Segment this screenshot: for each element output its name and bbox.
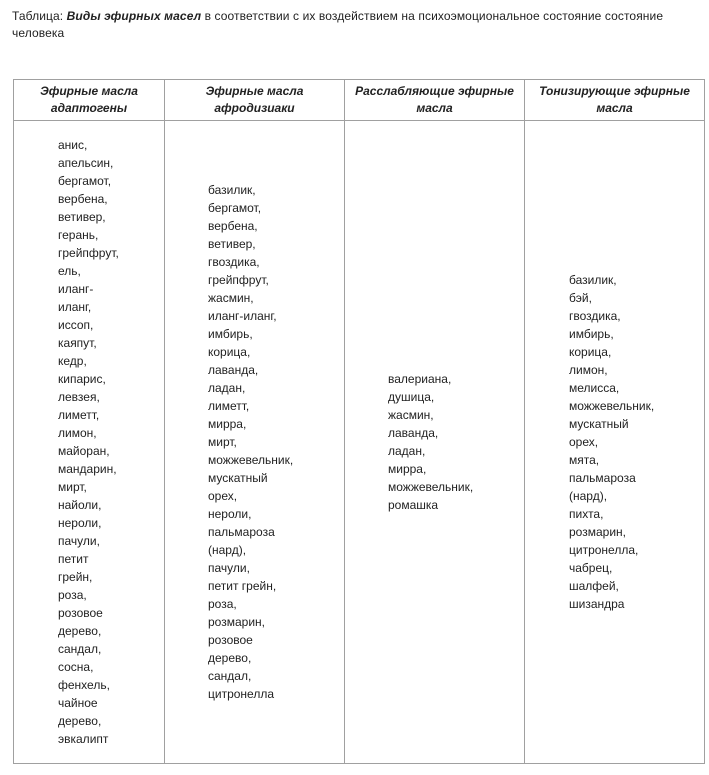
- oil-list-item: ель,: [58, 264, 81, 278]
- oil-list-item: розовое: [58, 606, 103, 620]
- oil-list-item: (нард),: [569, 489, 608, 503]
- oil-list-item: розмарин,: [569, 525, 626, 539]
- oil-list-item: имбирь,: [569, 327, 614, 341]
- oil-list-item: мирт,: [58, 480, 87, 494]
- header-tonic: Тонизирующие эфирные масла: [525, 80, 705, 121]
- oil-list-item: найоли,: [58, 498, 102, 512]
- oil-list: [525, 271, 704, 613]
- oil-list-item: чайное: [58, 696, 98, 710]
- oil-list-item: иланг-иланг,: [208, 309, 277, 323]
- oil-list-item: корица,: [569, 345, 612, 359]
- oil-list-item: можжевельник,: [208, 453, 294, 467]
- oil-list-item: корица,: [208, 345, 251, 359]
- essential-oils-table: [13, 79, 705, 764]
- table-row: [14, 121, 705, 764]
- oil-list-item: шалфей,: [569, 579, 619, 593]
- oil-list-item: грейн,: [58, 570, 93, 584]
- oil-list-item: розмарин,: [208, 615, 265, 629]
- header-aphrodisiacs: Эфирные масла афродизиаки: [165, 80, 345, 121]
- oil-list-item: грейпфрут,: [208, 273, 269, 287]
- oil-list-item: эвкалипт: [58, 732, 109, 746]
- oil-list-item: ладан,: [208, 381, 246, 395]
- oil-list-item: вербена,: [58, 192, 108, 206]
- oil-list: [14, 136, 164, 748]
- oil-list-item: жасмин,: [388, 408, 434, 422]
- oil-list-item: иссоп,: [58, 318, 94, 332]
- cell-adaptogens: [14, 121, 165, 764]
- oil-list-item: анис,: [58, 138, 88, 152]
- table-caption: [12, 8, 702, 42]
- oil-list-item: дерево,: [58, 714, 102, 728]
- oil-list-item: валериана,: [388, 372, 452, 386]
- oil-list-item: душица,: [388, 390, 435, 404]
- cell-aphrodisiacs: [165, 121, 345, 764]
- oil-list: [165, 181, 344, 703]
- oil-list-item: роза,: [58, 588, 87, 602]
- oil-list-item: пачули,: [208, 561, 250, 575]
- oil-list-item: жасмин,: [208, 291, 254, 305]
- oil-list-item: мирра,: [388, 462, 427, 476]
- cell-relaxing: [345, 121, 525, 764]
- oil-list-item: можжевельник,: [569, 399, 655, 413]
- oil-list-item: мускатный: [569, 417, 629, 431]
- oil-list-item: нероли,: [58, 516, 102, 530]
- oil-list-item: можжевельник,: [388, 480, 474, 494]
- oil-list-item: шизандра: [569, 597, 625, 611]
- caption-prefix: Таблица:: [12, 9, 67, 23]
- oil-list-item: апельсин,: [58, 156, 114, 170]
- oil-list-item: мелисса,: [569, 381, 620, 395]
- oil-list-item: мандарин,: [58, 462, 117, 476]
- oil-list-item: роза,: [208, 597, 237, 611]
- table-header-row: [14, 80, 705, 121]
- oil-list-item: лимон,: [58, 426, 97, 440]
- oil-list-item: ромашка: [388, 498, 439, 512]
- oil-list-item: ветивер,: [58, 210, 106, 224]
- header-relaxing: Расслабляющие эфирные масла: [345, 80, 525, 121]
- oil-list-item: бергамот,: [208, 201, 262, 215]
- oil-list-item: чабрец,: [569, 561, 613, 575]
- oil-list-item: имбирь,: [208, 327, 253, 341]
- oil-list-item: лиметт,: [58, 408, 100, 422]
- oil-list-item: иланг,: [58, 300, 92, 314]
- oil-list-item: петит грейн,: [208, 579, 277, 593]
- oil-list-item: мята,: [569, 453, 600, 467]
- oil-list-item: лаванда,: [208, 363, 259, 377]
- oil-list-item: пачули,: [58, 534, 100, 548]
- oil-list-item: левзея,: [58, 390, 100, 404]
- oil-list-item: лимон,: [569, 363, 608, 377]
- oil-list-item: иланг-: [58, 282, 94, 296]
- oil-list-item: лаванда,: [388, 426, 439, 440]
- oil-list-item: базилик,: [208, 183, 256, 197]
- oil-list-item: дерево,: [208, 651, 252, 665]
- oil-list-item: (нард),: [208, 543, 247, 557]
- oil-list-item: орех,: [208, 489, 238, 503]
- oil-list-item: розовое: [208, 633, 253, 647]
- oil-list-item: бэй,: [569, 291, 592, 305]
- oil-list-item: гвоздика,: [208, 255, 260, 269]
- oil-list-item: сандал,: [208, 669, 252, 683]
- oil-list-item: лиметт,: [208, 399, 250, 413]
- oil-list-item: кедр,: [58, 354, 87, 368]
- oil-list-item: мирра,: [208, 417, 247, 431]
- oil-list-item: майоран,: [58, 444, 110, 458]
- oil-list-item: мирт,: [208, 435, 237, 449]
- oil-list-item: петит: [58, 552, 89, 566]
- oil-list: [345, 370, 524, 514]
- oil-list-item: мускатный: [208, 471, 268, 485]
- oil-list-item: цитронелла: [208, 687, 274, 701]
- oil-list-item: базилик,: [569, 273, 617, 287]
- oil-list-item: кипарис,: [58, 372, 106, 386]
- oil-list-item: грейпфрут,: [58, 246, 119, 260]
- header-adaptogens: Эфирные масла адаптогены: [14, 80, 165, 121]
- oil-list-item: ладан,: [388, 444, 426, 458]
- caption-title: Виды эфирных масел: [66, 9, 202, 23]
- oil-list-item: дерево,: [58, 624, 102, 638]
- oil-list-item: пальмароза: [208, 525, 275, 539]
- oil-list-item: герань,: [58, 228, 99, 242]
- oil-list-item: сандал,: [58, 642, 102, 656]
- oil-list-item: сосна,: [58, 660, 94, 674]
- oil-list-item: гвоздика,: [569, 309, 621, 323]
- oil-list-item: бергамот,: [58, 174, 112, 188]
- oil-list-item: орех,: [569, 435, 599, 449]
- oil-list-item: вербена,: [208, 219, 258, 233]
- oil-list-item: пихта,: [569, 507, 604, 521]
- oil-list-item: ветивер,: [208, 237, 256, 251]
- oil-list-item: нероли,: [208, 507, 252, 521]
- caption-suffix: в соответствии с их воздействием на психоэмоциональное состояние состояние человека: [12, 9, 664, 40]
- oil-list-item: каяпут,: [58, 336, 97, 350]
- oil-list-item: цитронелла,: [569, 543, 639, 557]
- cell-tonic: [525, 121, 705, 764]
- oil-list-item: фенхель,: [58, 678, 110, 692]
- oil-list-item: пальмароза: [569, 471, 636, 485]
